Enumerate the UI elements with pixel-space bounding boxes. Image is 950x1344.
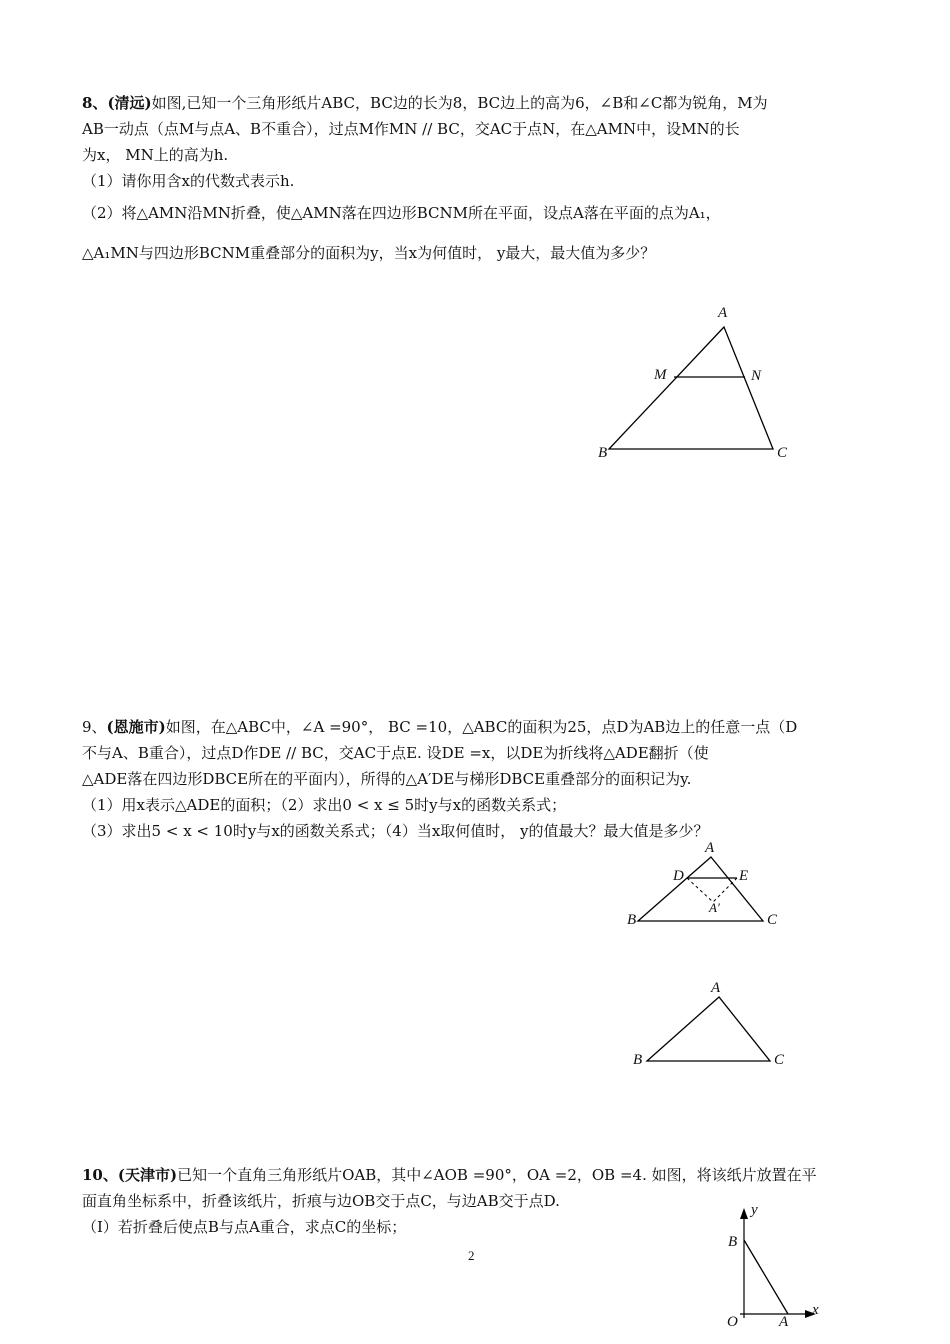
- fig9a-label-e: E: [739, 868, 749, 884]
- fig10-label-y: y: [751, 1202, 758, 1218]
- problem-8-question-3: △A₁MN与四边形BCNM重叠部分的面积为y，当x为何值时， y最大，最大值为多少？: [82, 244, 656, 262]
- hypotenuse-ab: [744, 1240, 788, 1314]
- problem-8-source: (清远): [107, 94, 152, 112]
- fig9a-label-a-prime: A′: [709, 900, 720, 915]
- problem-8-line-2: AB一动点（点M与点A、B不重合），过点M作MN // BC，交AC于点N，在△AMN中，设MN的长: [82, 120, 740, 138]
- fig9a-label-c: C: [767, 912, 778, 928]
- problem-10-question-1: （Ⅰ）若折叠后使点B与点A重合，求点C的坐标；: [82, 1218, 407, 1236]
- y-axis-arrow: [740, 1208, 748, 1219]
- page-number: 2: [468, 1248, 475, 1263]
- problem-10-source: (天津市): [117, 1166, 178, 1184]
- fig10-label-x: x: [812, 1302, 819, 1318]
- fig10-label-a: A: [779, 1314, 789, 1330]
- fig9b-label-c: C: [774, 1052, 785, 1068]
- problem-10-number: 10、: [82, 1166, 118, 1184]
- problem-8-line-3: 为x， MN上的高为h.: [82, 146, 229, 164]
- fig9b-label-b: B: [633, 1052, 643, 1068]
- fig9a-label-b: B: [627, 912, 637, 928]
- problem-9-source: (恩施市): [106, 718, 166, 736]
- problem-8-number: 8、: [82, 94, 108, 112]
- fig8-label-a: A: [718, 305, 728, 321]
- problem-9-text-1: 如图，在△ABC中，∠A =90°， BC =10，△ABC的面积为25，点D为AB边上的任意一点（D: [165, 718, 798, 736]
- problem-8-question-1: （1）请你用含x的代数式表示h.: [82, 172, 295, 190]
- fig8-label-b: B: [598, 445, 608, 461]
- fig10-label-b: B: [728, 1234, 738, 1250]
- problem-8-text-1: 如图,已知一个三角形纸片ABC，BC边的长为8，BC边上的高为6，∠B和∠C都为锐角，M为: [151, 94, 768, 112]
- fig8-label-n: N: [751, 368, 762, 384]
- problem-9-question-2: （3）求出5 < x < 10时y与x的函数关系式；（4）当x取何值时， y的值最大？最大值是多少？: [82, 822, 709, 840]
- problem-10-line-2: 面直角坐标系中，折叠该纸片，折痕与边OB交于点C，与边AB交于点D.: [82, 1192, 560, 1210]
- fig8-label-c: C: [777, 445, 788, 461]
- fig8-label-m: M: [654, 367, 667, 383]
- problem-8-question-2: （2）将△AMN沿MN折叠，使△AMN落在四边形BCNM所在平面，设点A落在平面的点为A₁，: [82, 204, 721, 222]
- problem-9-line-2: 不与A、B重合），过点D作DE // BC，交AC于点E. 设DE =x，以DE为折线将△ADE翻折（使: [82, 744, 709, 762]
- problem-9-line-3: △ADE落在四边形DBCE所在的平面内），所得的△A′DE与梯形DBCE重叠部分的面积记为y.: [82, 770, 692, 788]
- problem-10-text-1: 已知一个直角三角形纸片OAB，其中∠AOB =90°，OA =2，OB =4. 如图，将该纸片放置在平: [177, 1166, 817, 1184]
- problem-9-question-1: （1）用x表示△ADE的面积；（2）求出0 < x ≤ 5时y与x的函数关系式；: [82, 796, 567, 814]
- problem-9-number: 9、: [82, 718, 107, 736]
- fig9b-label-a: A: [711, 980, 721, 996]
- fig10-label-o: O: [727, 1314, 738, 1330]
- fig9a-label-a: A: [705, 840, 715, 856]
- fig9a-label-d: D: [673, 868, 684, 884]
